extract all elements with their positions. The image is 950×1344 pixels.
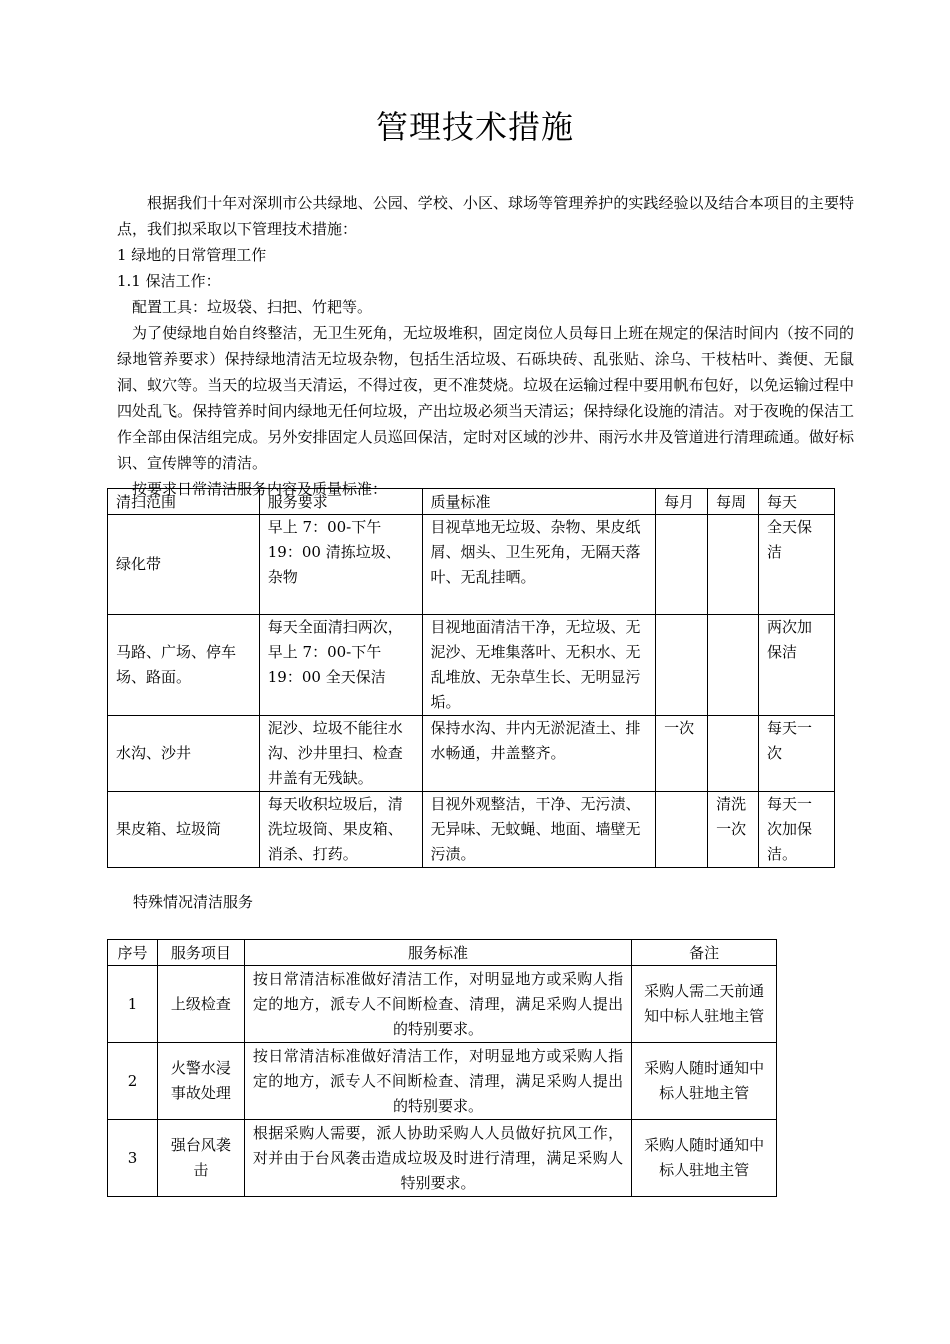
table1-caption: 按要求日常清洁服务内容及质量标准： bbox=[132, 480, 388, 498]
cell-scope: 果皮箱、垃圾筒 bbox=[108, 792, 260, 868]
cell-requirement: 早上 7：00-下午 19：00 清拣垃圾、杂物 bbox=[259, 515, 422, 615]
cell-monthly bbox=[656, 792, 708, 868]
cell-monthly bbox=[656, 515, 708, 615]
cell-service-standard: 根据采购人需要，派人协助采购人人员做好抗风工作，对并由于台风袭击造成垃圾及时进行清理，满足采购人特别要求。 bbox=[244, 1120, 631, 1197]
cell-service-item: 火警水浸事故处理 bbox=[157, 1043, 244, 1120]
header-number: 序号 bbox=[108, 940, 158, 966]
table-row bbox=[108, 716, 835, 792]
cell-service-item: 强台风袭击 bbox=[157, 1120, 244, 1197]
table-header-row bbox=[108, 940, 777, 966]
section-heading-1: 1 绿地的日常管理工作 bbox=[117, 246, 267, 264]
cell-daily: 每天一次加保洁。 bbox=[759, 792, 835, 868]
section-heading-1-1: 1.1 保洁工作： bbox=[117, 272, 221, 290]
cell-monthly: 一次 bbox=[656, 716, 708, 792]
header-quality: 质量标准 bbox=[422, 489, 656, 515]
cell-weekly bbox=[708, 716, 759, 792]
cell-daily: 两次加保洁 bbox=[759, 615, 835, 716]
body-text bbox=[117, 190, 854, 502]
header-service-standard: 服务标准 bbox=[244, 940, 631, 966]
header-requirement: 服务要求 bbox=[259, 489, 422, 515]
cell-service-standard: 按日常清洁标准做好清洁工作，对明显地方或采购人指定的地方，派专人不间断检查、清理，满足采购人提出的特别要求。 bbox=[244, 966, 631, 1043]
cell-weekly bbox=[708, 515, 759, 615]
cell-number: 2 bbox=[108, 1043, 158, 1120]
header-monthly: 每月 bbox=[656, 489, 708, 515]
table-row bbox=[108, 515, 835, 615]
cleaning-paragraph: 为了使绿地自始自终整洁，无卫生死角，无垃圾堆积，固定岗位人员每日上班在规定的保洁时间内（按不同的绿地管养要求）保持绿地清洁无垃圾杂物，包括生活垃圾、石砾块砖、乱张贴、涂乌、干枝枯叶、粪便、无鼠洞、蚁穴等。当天的垃圾当天清运，不得过夜，更不准焚烧。垃圾在运输过程中要用帆布包好，以免运输过程中四处乱飞。保持管养时间内绿地无任何垃圾，产出垃圾必须当天清运；保持绿化设施的清洁。对于夜晚的保洁工作全部由保洁组完成。另外安排固定人员巡回保洁，定时对区域的沙井、雨污水井及管道进行清理疏通。做好标识、宣传牌等的清洁。 bbox=[117, 324, 854, 472]
table-row bbox=[108, 792, 835, 868]
cell-quality: 目视草地无垃圾、杂物、果皮纸屑、烟头、卫生死角，无隔天落叶、无乱挂晒。 bbox=[422, 515, 656, 615]
special-cleaning-label: 特殊情况清洁服务 bbox=[133, 893, 254, 911]
cell-monthly bbox=[656, 615, 708, 716]
cell-scope: 绿化带 bbox=[108, 515, 260, 615]
cell-number: 3 bbox=[108, 1120, 158, 1197]
cell-daily: 每天一次 bbox=[759, 716, 835, 792]
cell-remarks: 采购人随时通知中标人驻地主管 bbox=[632, 1043, 777, 1120]
table-row bbox=[108, 1043, 777, 1120]
intro-paragraph: 根据我们十年对深圳市公共绿地、公园、学校、小区、球场等管理养护的实践经验以及结合本项目的主要特点，我们拟采取以下管理技术措施： bbox=[117, 194, 854, 238]
cell-remarks: 采购人随时通知中标人驻地主管 bbox=[632, 1120, 777, 1197]
cell-weekly bbox=[708, 615, 759, 716]
header-remarks: 备注 bbox=[632, 940, 777, 966]
daily-cleaning-table bbox=[107, 488, 835, 868]
cell-requirement: 每天收积垃圾后，清洗垃圾筒、果皮箱、消杀、打药。 bbox=[259, 792, 422, 868]
cell-quality: 目视外观整洁，干净、无污渍、无异味、无蚊蝇、地面、墙壁无污渍。 bbox=[422, 792, 656, 868]
table-row bbox=[108, 1120, 777, 1197]
cell-service-standard: 按日常清洁标准做好清洁工作，对明显地方或采购人指定的地方，派专人不间断检查、清理，满足采购人提出的特别要求。 bbox=[244, 1043, 631, 1120]
page-title: 管理技术措施 bbox=[375, 108, 574, 146]
cell-scope: 水沟、沙井 bbox=[108, 716, 260, 792]
cell-service-item: 上级检查 bbox=[157, 966, 244, 1043]
cell-quality: 目视地面清洁干净，无垃圾、无泥沙、无堆集落叶、无积水、无乱堆放、无杂草生长、无明显污垢。 bbox=[422, 615, 656, 716]
header-daily: 每天 bbox=[759, 489, 835, 515]
header-scope: 清扫范围 bbox=[108, 489, 260, 515]
header-service-item: 服务项目 bbox=[157, 940, 244, 966]
cell-remarks: 采购人需二天前通知中标人驻地主管 bbox=[632, 966, 777, 1043]
cell-requirement: 泥沙、垃圾不能往水沟、沙井里扫、检查井盖有无残缺。 bbox=[259, 716, 422, 792]
cell-quality: 保持水沟、井内无淤泥渣土、排水畅通，井盖整齐。 bbox=[422, 716, 656, 792]
special-cleaning-table bbox=[107, 939, 777, 1197]
table-row bbox=[108, 615, 835, 716]
cell-scope: 马路、广场、停车场、路面。 bbox=[108, 615, 260, 716]
cell-number: 1 bbox=[108, 966, 158, 1043]
cell-daily: 全天保洁 bbox=[759, 515, 835, 615]
header-weekly: 每周 bbox=[708, 489, 759, 515]
table-row bbox=[108, 966, 777, 1043]
table-header-row bbox=[108, 489, 835, 515]
cell-weekly: 清洗一次 bbox=[708, 792, 759, 868]
tools-line: 配置工具：垃圾袋、扫把、竹耙等。 bbox=[132, 298, 373, 316]
cell-requirement: 每天全面清扫两次，早上 7：00-下午 19：00 全天保洁 bbox=[259, 615, 422, 716]
